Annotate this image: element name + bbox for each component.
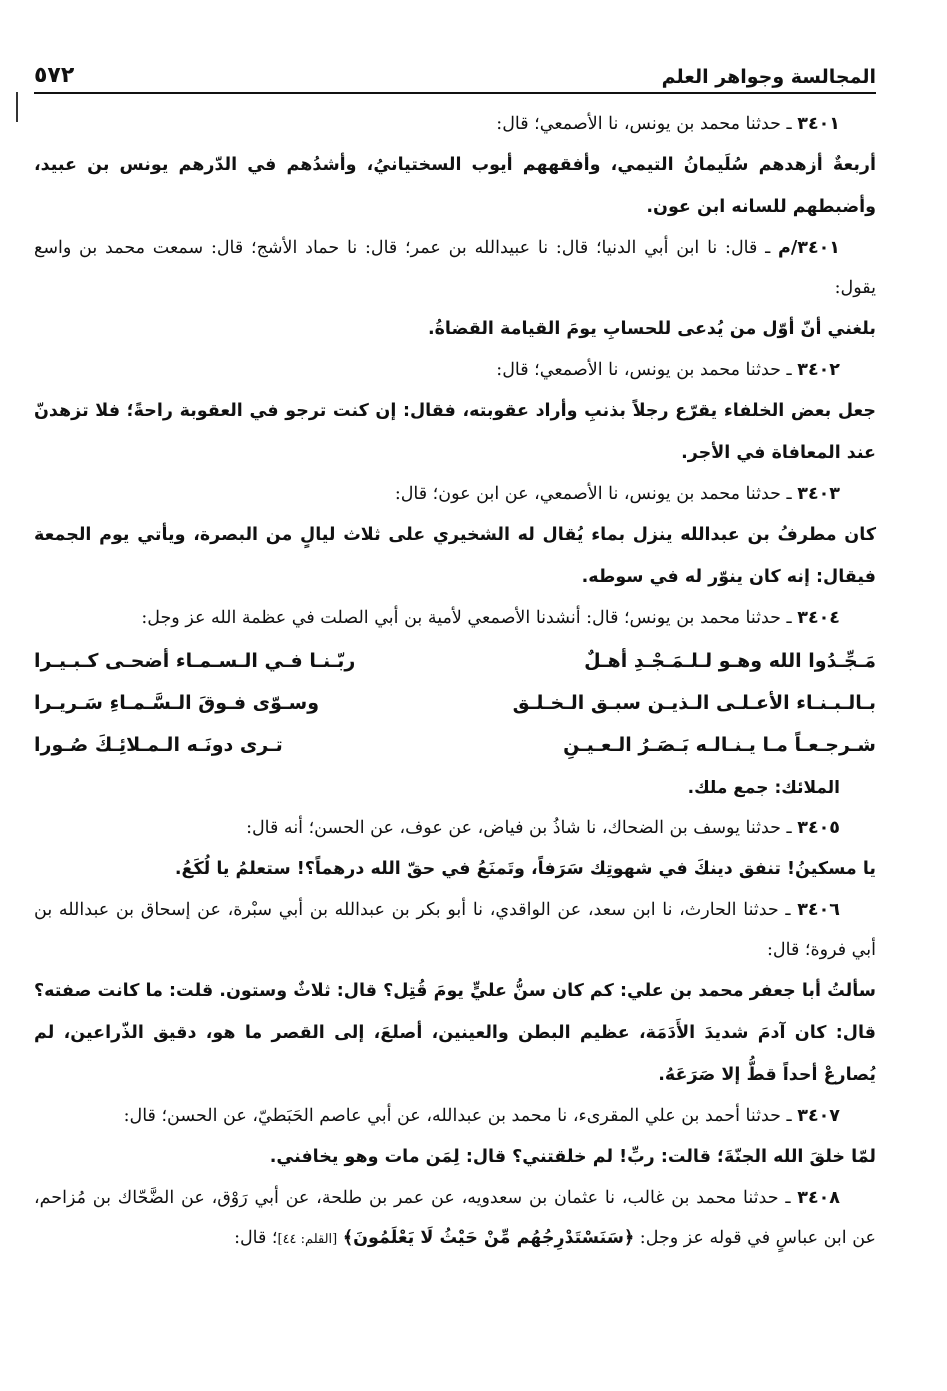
verse-sadr: شـرجـعـاً مـا يـنـالـه بَـصَـرُ الـعـيـنِ xyxy=(563,734,876,756)
page-number: ٥٧٢ xyxy=(34,63,75,88)
hadith-number: ٣٤٠١/م xyxy=(778,238,840,258)
hadith-number: ٣٤٠٢ xyxy=(797,360,840,380)
isnad-text: ـ حدثنا محمد بن يونس، نا الأصمعي، عن ابن عون؛ قال: xyxy=(394,484,792,504)
verse-ajuz: وسـوّى فـوقَ الـسَّـمـاءِ سَـريـرا xyxy=(34,692,319,714)
verse-ajuz: تـرى دونَـه الـمـلائِـكَ صُـورا xyxy=(34,734,283,756)
hadith-number: ٣٤٠١ xyxy=(797,114,840,134)
hadith-isnad xyxy=(34,104,876,144)
verse-sadr: بـالـبـنـاء الأعـلـى الـذيـن سبـق الـخـلـق xyxy=(512,692,876,714)
hadith-matn: لمّا خلقَ الله الجنّةَ؛ قالت: ربِّ! لم خلقتني؟ قال: لِمَن مات وهو يخافني. xyxy=(269,1147,876,1167)
isnad-text: ـ حدثنا محمد بن يونس، نا الأصمعي؛ قال: xyxy=(496,360,792,380)
hadith-matn: أربعةٌ أزهدهم سُلَيمانُ التيمي، وأفقههم أيوب السختيانيُ، وأشدُهم في الدّرهم يونس بن عبيد، وأضبطهم للسانه ابن عون. xyxy=(34,155,876,217)
hadith-number: ٣٤٠٤ xyxy=(797,608,840,628)
isnad-text: ـ حدثنا محمد بن يونس؛ قال: أنشدنا الأصمعي لأمية بن أبي الصلت في عظمة الله عز وجل: xyxy=(141,608,792,628)
page-content xyxy=(34,104,876,1260)
hadith-number: ٣٤٠٥ xyxy=(797,818,840,838)
hadith-isnad xyxy=(34,474,876,514)
hadith-matn: جعل بعض الخلفاء يقرّع رجلاً بذنبِ وأراد عقوبته، فقال: إن كنت ترجو في العقوبة راحةً؛ فلا تزهدنّ عند المعافاة في الأجر. xyxy=(34,401,876,463)
poem-verses xyxy=(34,640,876,766)
hadith-number: ٣٤٠٦ xyxy=(797,900,840,920)
hadith-number: ٣٤٠٧ xyxy=(797,1106,840,1126)
hadith-isnad xyxy=(34,1178,876,1260)
isnad-text: ـ قال: نا ابن أبي الدنيا؛ قال: نا عبيدالله بن عمر؛ قال: نا حماد الأشج؛ قال: سمعت محمد بن واسع يقول: xyxy=(34,238,876,298)
quran-verse: ﴿سَنَسْتَدْرِجُهُم مِّنْ حَيْثُ لَا يَعْلَمُونَ﴾ xyxy=(342,1228,635,1248)
isnad-text: ـ حدثنا الحارث، نا ابن سعد، عن الواقدي، نا أبو بكر بن عبدالله بن أبي سبْرة، عن إسحاق بن عبدالله بن أبي فروة؛ قال: xyxy=(34,900,876,960)
verse-sadr: مَـجِّـدُوا الله وهـو لـلـمَـجْـدِ أهـلٌ xyxy=(584,650,876,672)
hadith-matn: يا مسكينُ! تنفق دينكَ في شهوتِك سَرَفاً، وتَمنَعُ في حقّ الله درهماً؟! ستعلمُ يا لُكَعُ. xyxy=(174,859,876,879)
hadith-isnad xyxy=(34,1096,876,1136)
isnad-text: ـ حدثنا أحمد بن علي المقرىء، نا محمد بن عبدالله، عن أبي عاصم الحَبَطيّ، عن الحسن؛ قال: xyxy=(123,1106,792,1126)
isnad-text: ـ حدثنا محمد بن يونس، نا الأصمعي؛ قال: xyxy=(496,114,792,134)
hadith-number: ٣٤٠٨ xyxy=(797,1188,840,1208)
hadith-isnad xyxy=(34,598,876,638)
hadith-matn: سألتُ أبا جعفر محمد بن علي: كم كان سنُّ عليٍّ يومَ قُتِل؟ قال: ثلاثٌ وستون. قلت: ما كانت صفته؟ قال: كان آدمَ شديدَ الأَدَمَة، عظيم البطن والعينين، أصلعَ، إلى القصر ما هو، دقيق الذّراعين، لم يُصارعْ أحداً قطُّ إلا صَرَعَهُ. xyxy=(34,981,876,1085)
running-header xyxy=(34,52,876,94)
hadith-isnad xyxy=(34,890,876,970)
hadith-matn: بلغني أنّ أوّل من يُدعى للحسابِ يومَ القيامة القضاةُ. xyxy=(427,319,876,339)
margin-mark xyxy=(16,92,18,122)
quran-reference: [القلم: ٤٤] xyxy=(277,1232,338,1247)
hadith-number: ٣٤٠٣ xyxy=(797,484,840,504)
hadith-matn: كان مطرفُ بن عبدالله ينزل بماء يُقال له الشخيري على ثلاث ليالٍ من البصرة، ويأتي يوم الجمعة فيقال: إنه كان ينوّر له في سوطه. xyxy=(34,525,876,587)
hadith-isnad xyxy=(34,228,876,308)
book-page xyxy=(34,52,876,1260)
hadith-isnad xyxy=(34,350,876,390)
isnad-text: ـ حدثنا محمد بن غالب، نا عثمان بن سعدويه، عن عمر بن طلحة، عن أبي رَوْق، عن الضَّحّاك بن مُزاحم، عن ابن عباسٍ في قوله عز وجل: xyxy=(34,1188,876,1248)
isnad-tail: ؛ قال: xyxy=(234,1228,278,1248)
book-title: المجالسة وجواهر العلم xyxy=(661,66,876,88)
isnad-text: ـ حدثنا يوسف بن الضحاك، نا شاذُ بن فياض، عن عوف، عن الحسن؛ أنه قال: xyxy=(246,818,792,838)
hadith-isnad xyxy=(34,808,876,848)
gloss-note: الملائك: جمع ملك. xyxy=(687,778,840,798)
verse-ajuz: ربّـنـا فـي الـسـمـاء أضحـى كـبـيـرا xyxy=(34,650,356,672)
